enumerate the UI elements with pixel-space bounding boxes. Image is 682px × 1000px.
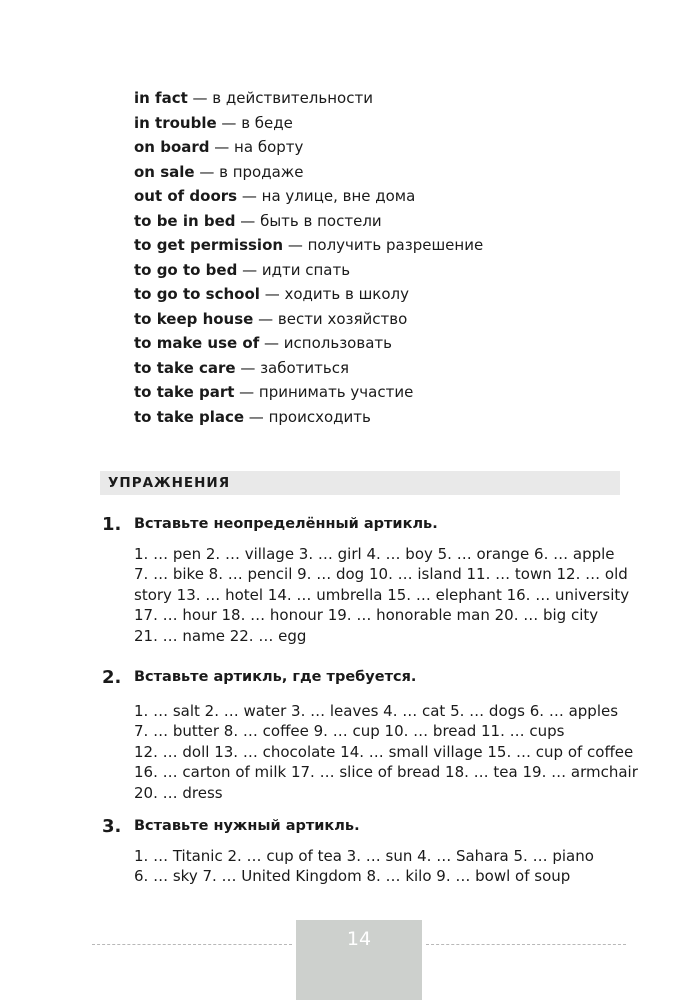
phrase-english: to take part bbox=[134, 383, 235, 401]
phrase-item bbox=[134, 405, 604, 430]
exercise-number: 2. bbox=[102, 667, 122, 688]
exercise-line: 7. … bike 8. … pencil 9. … dog 10. … island 11. … town 12. … old bbox=[134, 565, 628, 584]
phrase-translation: — ходить в школу bbox=[259, 285, 410, 303]
phrase-item bbox=[134, 209, 604, 234]
exercise-line: 6. … sky 7. … United Kingdom 8. … kilo 9. … bowl of soup bbox=[134, 867, 571, 886]
exercise-line: 7. … butter 8. … coffee 9. … cup 10. … bread 11. … cups bbox=[134, 722, 565, 741]
phrase-english: on board bbox=[134, 138, 210, 156]
phrase-item bbox=[134, 258, 604, 283]
phrase-item bbox=[134, 184, 604, 209]
exercise-line: 1. … Titanic 2. … cup of tea 3. … sun 4. … Sahara 5. … piano bbox=[134, 847, 594, 865]
phrase-english: to take care bbox=[134, 358, 236, 377]
phrase-translation: — принимать участие bbox=[234, 383, 414, 401]
phrase-translation: — на улице, вне дома bbox=[237, 187, 416, 205]
exercise-line: story 13. … hotel 14. … umbrella 15. … elephant 16. … university bbox=[134, 585, 630, 604]
page-number-box bbox=[296, 920, 422, 1000]
phrase-translation: — быть в постели bbox=[235, 211, 382, 230]
phrase-item bbox=[134, 86, 604, 111]
exercise-line: 1. … salt 2. … water 3. … leaves 4. … cat 5. … dogs 6. … apples bbox=[134, 702, 619, 720]
phrase-translation: — происходить bbox=[244, 407, 371, 426]
exercise-line: 21. … name 22. … egg bbox=[134, 626, 307, 645]
phrase-english: to go to bed bbox=[134, 260, 238, 279]
phrase-english: to go to school bbox=[134, 285, 260, 303]
footer-divider-left bbox=[92, 944, 292, 945]
phrase-english: to get permission bbox=[134, 236, 284, 254]
exercise-body bbox=[134, 544, 630, 646]
phrase-item bbox=[134, 111, 604, 136]
phrase-english: in trouble bbox=[134, 113, 217, 132]
section-header bbox=[100, 471, 620, 495]
exercise-line: 17. … hour 18. … honour 19. … honorable man 20. … big city bbox=[134, 606, 599, 625]
phrase-english: to be in bed bbox=[134, 211, 236, 230]
phrase-english: to make use of bbox=[134, 334, 260, 352]
exercise-number: 3. bbox=[102, 816, 122, 837]
phrase-translation: — вести хозяйство bbox=[253, 309, 408, 328]
phrase-english: to keep house bbox=[134, 309, 254, 328]
footer-divider-right bbox=[426, 944, 626, 945]
phrase-item bbox=[134, 307, 604, 332]
exercise-body bbox=[134, 701, 638, 803]
phrase-item bbox=[134, 160, 604, 185]
phrase-translation: — в действительности bbox=[187, 89, 373, 107]
exercise-body bbox=[134, 846, 624, 887]
phrase-list bbox=[134, 86, 604, 429]
section-title: УПРАЖНЕНИЯ bbox=[108, 475, 231, 491]
phrase-translation: — идти спать bbox=[237, 260, 351, 279]
exercise-line: 16. … carton of milk 17. … slice of bread 18. … tea 19. … armchair bbox=[134, 763, 638, 782]
phrase-item bbox=[134, 331, 604, 356]
phrase-item bbox=[134, 233, 604, 258]
page-number: 14 bbox=[346, 928, 372, 950]
phrase-item bbox=[134, 380, 604, 405]
phrase-item bbox=[134, 282, 604, 307]
phrase-english: in fact bbox=[134, 89, 188, 107]
phrase-translation: — в беде bbox=[216, 113, 293, 132]
phrase-translation: — на борту bbox=[209, 138, 304, 156]
phrase-translation: — получить разрешение bbox=[283, 236, 484, 254]
phrase-english: to take place bbox=[134, 407, 245, 426]
phrase-translation: — заботиться bbox=[235, 358, 350, 377]
phrase-item bbox=[134, 135, 604, 160]
phrase-translation: — использовать bbox=[259, 334, 392, 352]
phrase-translation: — в продаже bbox=[194, 162, 304, 181]
exercise-line: 12. … doll 13. … chocolate 14. … small village 15. … cup of coffee bbox=[134, 742, 634, 761]
exercise-line: 1. … pen 2. … village 3. … girl 4. … boy 5. … orange 6. … apple bbox=[134, 545, 615, 563]
phrase-english: out of doors bbox=[134, 187, 238, 205]
exercise-title: Вставьте артикль, где требуется. bbox=[134, 669, 417, 685]
phrase-item bbox=[134, 356, 604, 381]
phrase-english: on sale bbox=[134, 162, 195, 181]
exercise-title: Вставьте нужный артикль. bbox=[134, 818, 360, 834]
exercise-line: 20. … dress bbox=[134, 783, 223, 802]
exercise-number: 1. bbox=[102, 514, 122, 535]
exercise-title: Вставьте неопределённый артикль. bbox=[134, 516, 438, 532]
